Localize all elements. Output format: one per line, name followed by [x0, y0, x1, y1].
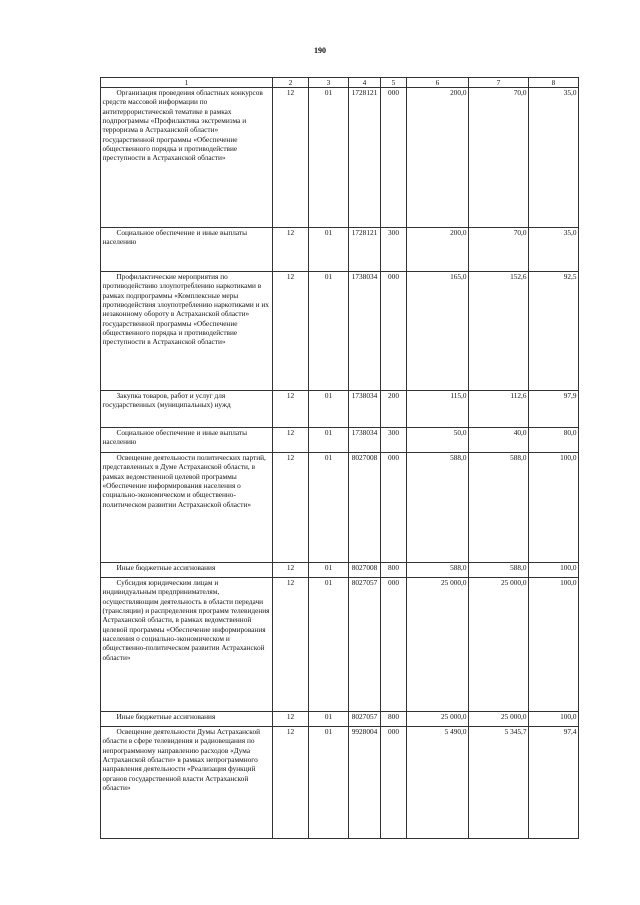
cell-percent: 80,0: [529, 428, 579, 453]
row-name: Социальное обеспечение и иные выплаты населению: [101, 428, 273, 453]
cell-target-article: 8027008: [349, 453, 381, 563]
cell-percent: 100,0: [529, 578, 579, 712]
cell-actual: 588,0: [469, 453, 529, 563]
header-col-5: 5: [381, 78, 407, 88]
table-row: [101, 563, 579, 578]
header-col-4: 4: [349, 78, 381, 88]
cell-section: 12: [273, 453, 309, 563]
cell-actual: 112,6: [469, 391, 529, 428]
cell-target-article: 1738034: [349, 391, 381, 428]
cell-subsection: 01: [309, 727, 349, 839]
cell-plan: 588,0: [407, 563, 469, 578]
header-col-3: 3: [309, 78, 349, 88]
table-row: [101, 228, 579, 272]
cell-plan: 165,0: [407, 272, 469, 391]
page-number: 190: [314, 46, 326, 55]
cell-actual: 40,0: [469, 428, 529, 453]
row-name: Закупка товаров, работ и услуг для государственных (муниципальных) нужд: [101, 391, 273, 428]
header-col-1: 1: [101, 78, 273, 88]
cell-plan: 200,0: [407, 88, 469, 228]
cell-target-article: 8027057: [349, 578, 381, 712]
header-row: [101, 78, 579, 88]
row-name: Иные бюджетные ассигнования: [101, 712, 273, 727]
cell-actual: 588,0: [469, 563, 529, 578]
cell-actual: 70,0: [469, 228, 529, 272]
cell-actual: 5 345,7: [469, 727, 529, 839]
cell-target-article: 9928004: [349, 727, 381, 839]
cell-percent: 97,4: [529, 727, 579, 839]
cell-target-article: 1738034: [349, 428, 381, 453]
table-row: [101, 428, 579, 453]
cell-section: 12: [273, 272, 309, 391]
cell-section: 12: [273, 88, 309, 228]
cell-section: 12: [273, 578, 309, 712]
cell-percent: 100,0: [529, 712, 579, 727]
budget-table: [100, 77, 579, 839]
row-name: Профилактические мероприятия по противодействию злоупотреблению наркотиками в рамках подпрограммы «Комплексные меры противодействия злоупотреблению наркотиками и их незаконному обороту в Астраханской области» государственной программы «Обеспечение общественного порядка и противодействие преступности в Астраханской области»: [101, 272, 273, 391]
header-col-7: 7: [469, 78, 529, 88]
cell-section: 12: [273, 228, 309, 272]
cell-section: 12: [273, 727, 309, 839]
cell-section: 12: [273, 712, 309, 727]
cell-expense-type: 800: [381, 563, 407, 578]
cell-actual: 25 000,0: [469, 578, 529, 712]
cell-subsection: 01: [309, 453, 349, 563]
cell-target-article: 8027057: [349, 712, 381, 727]
cell-plan: 25 000,0: [407, 578, 469, 712]
cell-plan: 25 000,0: [407, 712, 469, 727]
cell-percent: 100,0: [529, 453, 579, 563]
cell-expense-type: 000: [381, 727, 407, 839]
cell-percent: 97,9: [529, 391, 579, 428]
cell-section: 12: [273, 391, 309, 428]
cell-target-article: 1728121: [349, 88, 381, 228]
header-col-8: 8: [529, 78, 579, 88]
table-row: [101, 453, 579, 563]
row-name: Организация проведения областных конкурсов средств массовой информации по антитеррористической тематике в рамках подпрограммы «Профилактика экстремизма и терроризма в Астраханской области» государственной программы «Обеспечение общественного порядка и противодействие преступности в Астраханской области»: [101, 88, 273, 228]
cell-expense-type: 200: [381, 391, 407, 428]
cell-percent: 100,0: [529, 563, 579, 578]
cell-subsection: 01: [309, 428, 349, 453]
cell-target-article: 1728121: [349, 228, 381, 272]
cell-percent: 35,0: [529, 88, 579, 228]
cell-subsection: 01: [309, 391, 349, 428]
row-name: Субсидия юридическим лицам и индивидуальным предпринимателям, осуществляющим деятельность в области передачи (трансляции) и распределения программ телевидения Астраханской области, в рамках ведомственной целевой программы «Обеспечение информирования населения о социально-экономическом и общественно-политическом развитии Астраханской области»: [101, 578, 273, 712]
cell-percent: 92,5: [529, 272, 579, 391]
cell-expense-type: 300: [381, 228, 407, 272]
cell-plan: 115,0: [407, 391, 469, 428]
row-name: Освещение деятельности политических партий, представленных в Думе Астраханской области, в рамках ведомственной целевой программы «Обеспечение информирования населения о социально-экономическом и общественно-политическом развитии Астраханской области»: [101, 453, 273, 563]
row-name: Социальное обеспечение и иные выплаты населению: [101, 228, 273, 272]
header-col-2: 2: [273, 78, 309, 88]
cell-expense-type: 000: [381, 272, 407, 391]
cell-expense-type: 000: [381, 88, 407, 228]
cell-target-article: 1738034: [349, 272, 381, 391]
cell-plan: 588,0: [407, 453, 469, 563]
cell-subsection: 01: [309, 88, 349, 228]
cell-plan: 50,0: [407, 428, 469, 453]
cell-expense-type: 000: [381, 578, 407, 712]
cell-expense-type: 000: [381, 453, 407, 563]
table-row: [101, 391, 579, 428]
cell-subsection: 01: [309, 578, 349, 712]
cell-actual: 152,6: [469, 272, 529, 391]
table-row: [101, 88, 579, 228]
cell-actual: 25 000,0: [469, 712, 529, 727]
cell-section: 12: [273, 563, 309, 578]
cell-subsection: 01: [309, 712, 349, 727]
header-col-6: 6: [407, 78, 469, 88]
cell-section: 12: [273, 428, 309, 453]
cell-actual: 70,0: [469, 88, 529, 228]
cell-expense-type: 300: [381, 428, 407, 453]
row-name: Освещение деятельности Думы Астраханской области в сфере телевидения и радиовещания по непрограммному направлению расходов «Дума Астраханской области» в рамках непрограммного направления деятельности «Реализация функций органов государственной власти Астраханской области»: [101, 727, 273, 839]
cell-plan: 200,0: [407, 228, 469, 272]
cell-subsection: 01: [309, 272, 349, 391]
cell-subsection: 01: [309, 563, 349, 578]
cell-subsection: 01: [309, 228, 349, 272]
table-row: [101, 712, 579, 727]
cell-expense-type: 800: [381, 712, 407, 727]
table-row: [101, 578, 579, 712]
row-name: Иные бюджетные ассигнования: [101, 563, 273, 578]
table-row: [101, 727, 579, 839]
cell-plan: 5 490,0: [407, 727, 469, 839]
cell-target-article: 8027008: [349, 563, 381, 578]
cell-percent: 35,0: [529, 228, 579, 272]
table-row: [101, 272, 579, 391]
